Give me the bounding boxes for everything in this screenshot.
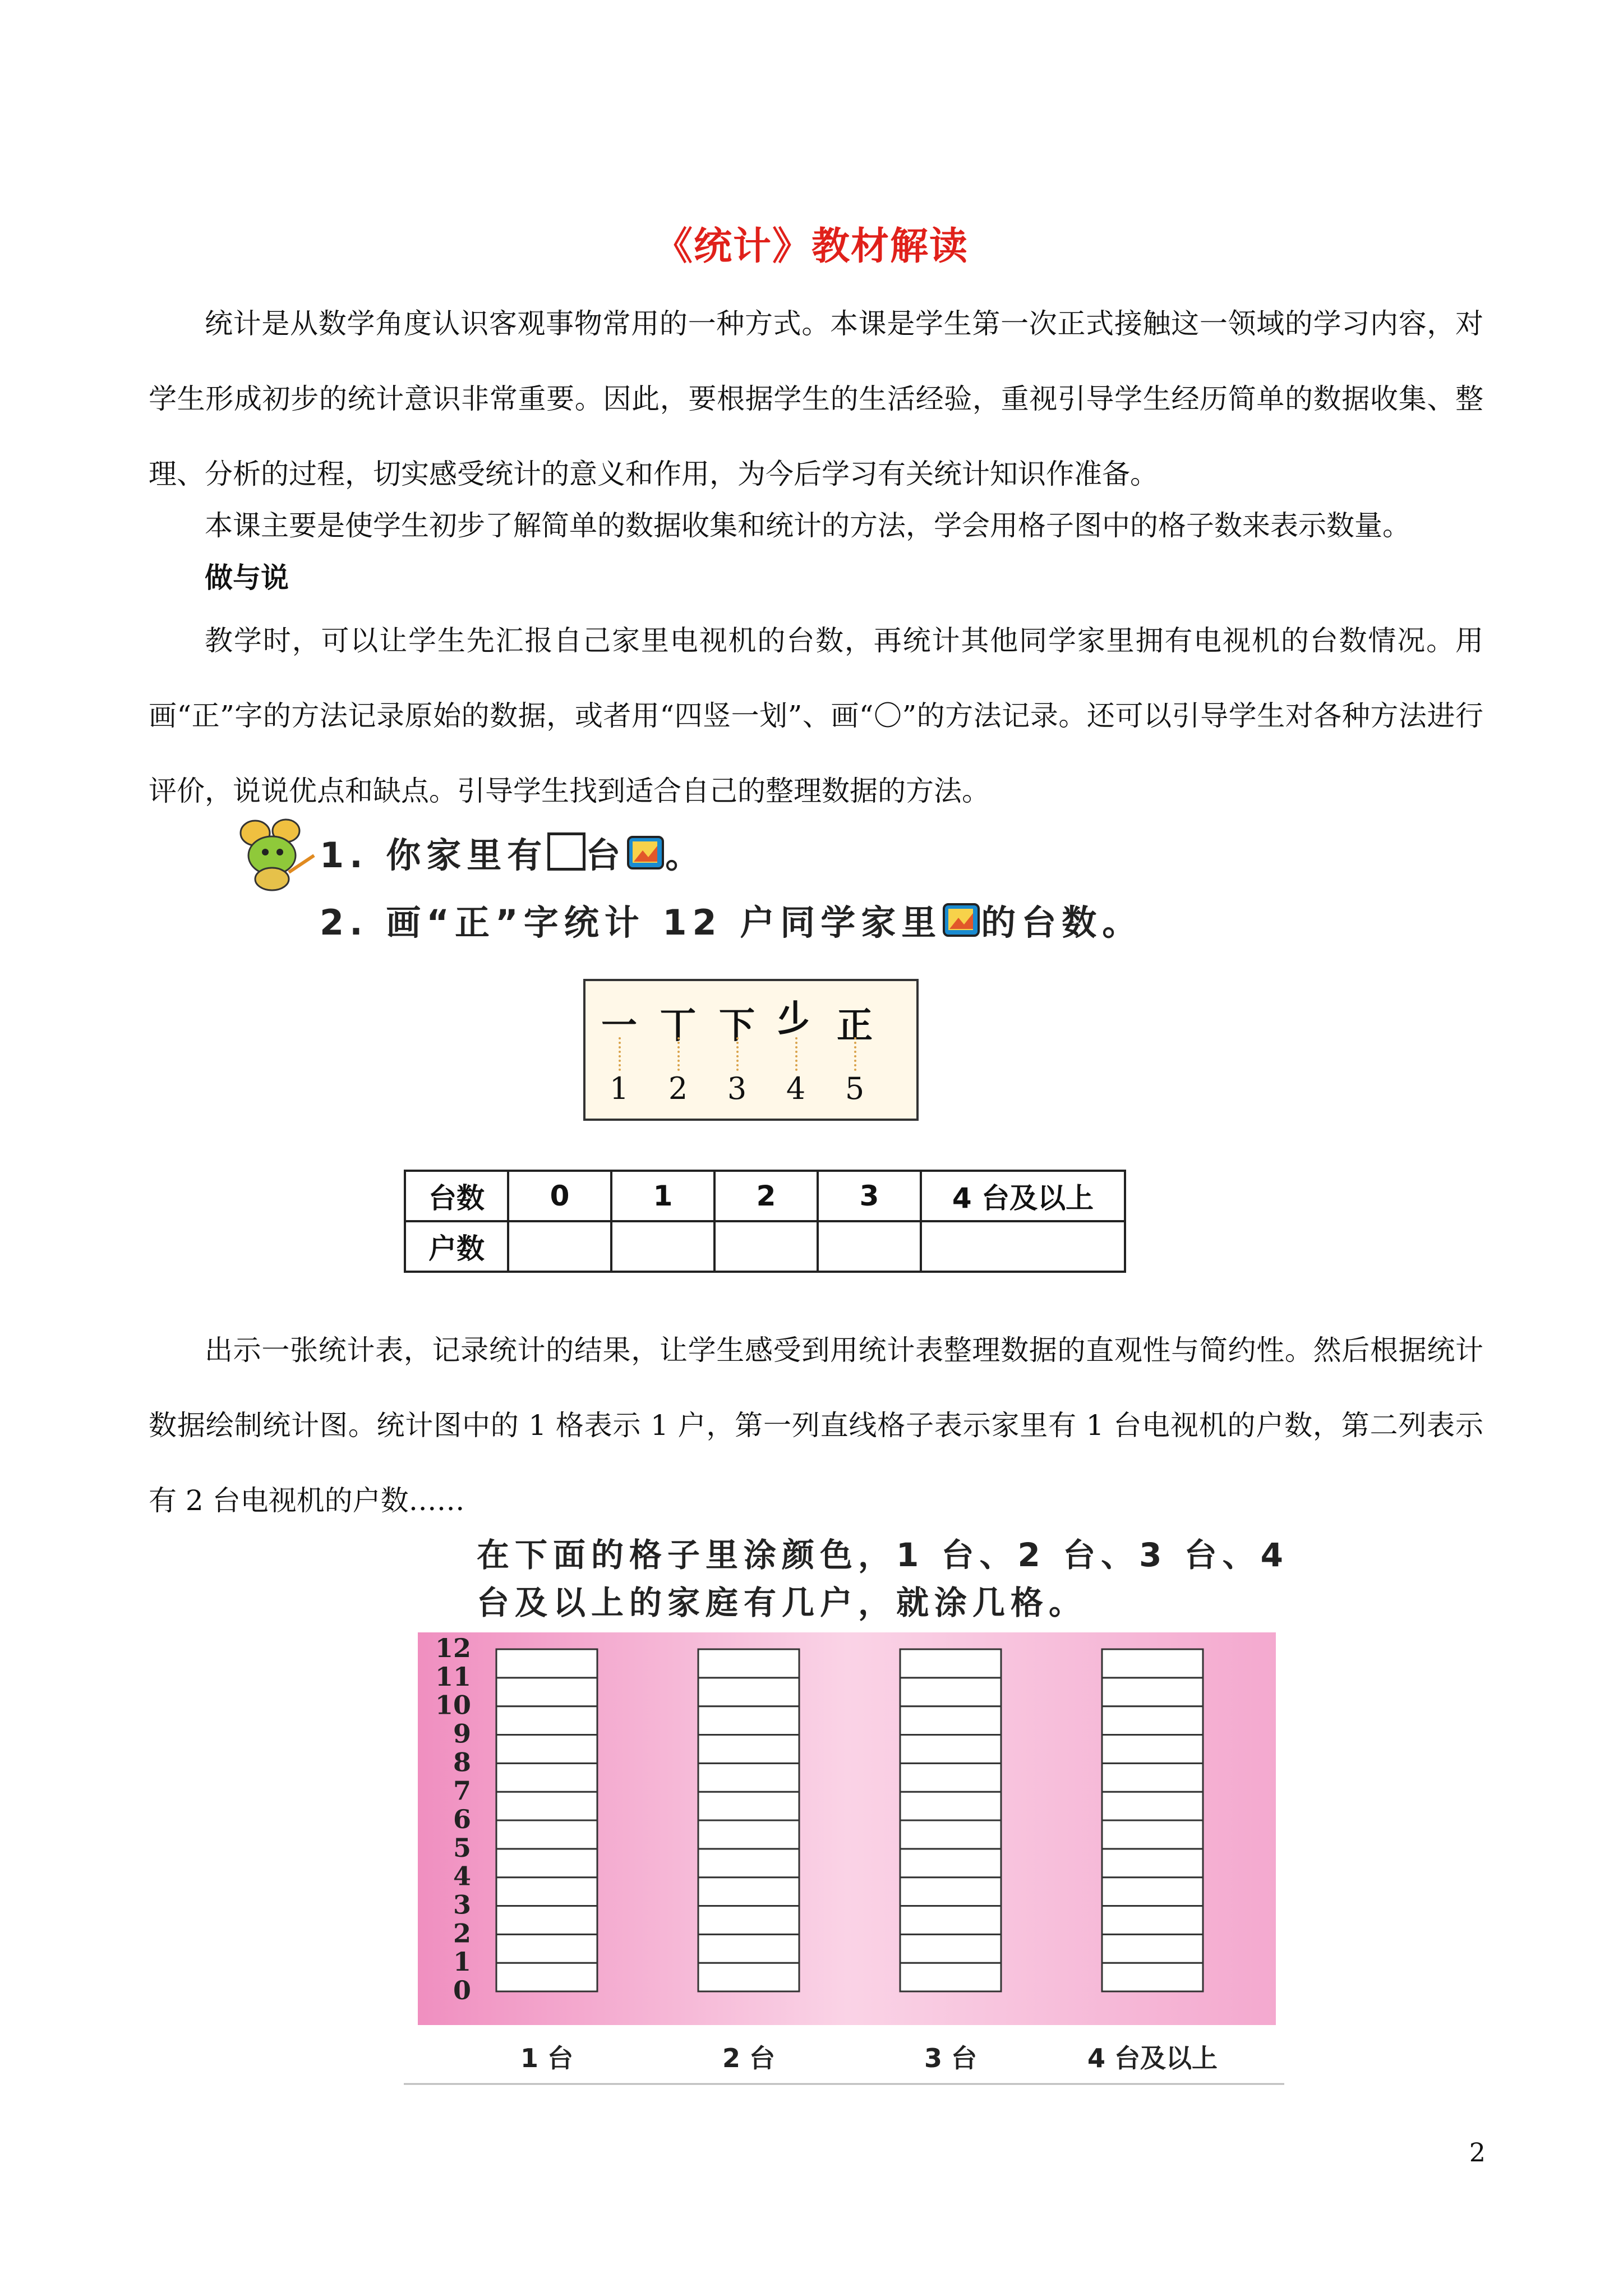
- x-category-label: 3 台: [924, 2043, 978, 2073]
- tv-icon: [942, 901, 981, 940]
- grid-cell[interactable]: [1102, 1963, 1203, 1991]
- grid-cell[interactable]: [1102, 1735, 1203, 1764]
- stroke-1: 一: [601, 1005, 637, 1047]
- grid-cell[interactable]: [900, 1706, 1001, 1735]
- grid-cell[interactable]: [698, 1792, 799, 1820]
- grid-cell[interactable]: [698, 1735, 799, 1764]
- question-1-text: 1. 你家里有: [320, 835, 548, 876]
- grid-cell[interactable]: [1102, 1706, 1203, 1735]
- table-input-cell[interactable]: [714, 1221, 818, 1272]
- chart-instruction-line-1: 在下面的格子里涂颜色，1 台、2 台、3 台、4: [477, 1536, 1289, 1574]
- y-tick-label: 2: [453, 1918, 471, 1949]
- x-category-label: 1 台: [520, 2043, 574, 2073]
- grid-cell[interactable]: [698, 1649, 799, 1678]
- page-title: 《统计》教材解读: [654, 224, 969, 269]
- dotted-guide: [677, 1037, 680, 1071]
- grid-cell[interactable]: [900, 1820, 1001, 1849]
- grid-cell[interactable]: [496, 1763, 597, 1792]
- dotted-guide: [619, 1037, 621, 1071]
- y-tick-label: 9: [453, 1718, 471, 1749]
- table-cell: 3: [818, 1171, 921, 1221]
- section-heading: 做与说: [205, 561, 289, 594]
- grid-cell[interactable]: [698, 1706, 799, 1735]
- table-row: [405, 1171, 1125, 1221]
- stroke-5: 正: [837, 1005, 873, 1047]
- y-tick-label: 0: [453, 1975, 471, 2005]
- page-number: 2: [1469, 2137, 1486, 2168]
- grid-cell[interactable]: [496, 1849, 597, 1878]
- intro-paragraph: 统计是从数学角度认识客观事物常用的一种方式。本课是学生第一次正式接触这一领域的学习内容，对学生形成初步的统计意识非常重要。因此，要根据学生的生活经验，重视引导学生经历简单的数据收集、整理、分析的过程，切实感受统计的意义和作用，为今后学习有关统计知识作准备。: [149, 307, 1483, 490]
- grid-cell[interactable]: [1102, 1820, 1203, 1849]
- grid-cell[interactable]: [496, 1963, 597, 1991]
- table-header-cell: 台数: [405, 1171, 508, 1221]
- grid-cell[interactable]: [496, 1906, 597, 1935]
- y-tick-label: 10: [435, 1690, 471, 1720]
- dotted-guide: [854, 1037, 856, 1071]
- grid-cell[interactable]: [496, 1706, 597, 1735]
- grid-cell[interactable]: [900, 1849, 1001, 1878]
- grid-cell[interactable]: [1102, 1849, 1203, 1878]
- grid-cell[interactable]: [900, 1792, 1001, 1820]
- x-category-label: 2 台: [722, 2043, 776, 2073]
- grid-cell[interactable]: [698, 1820, 799, 1849]
- chart-instruction-line-2: 台及以上的家庭有几户，就涂几格。: [477, 1584, 1087, 1622]
- grid-cell[interactable]: [698, 1963, 799, 1991]
- grid-chart-svg: [401, 1632, 1284, 2087]
- grid-cell[interactable]: [698, 1934, 799, 1963]
- grid-cell[interactable]: [1102, 1649, 1203, 1678]
- y-tick-label: 7: [453, 1775, 471, 1806]
- grid-cell[interactable]: [900, 1934, 1001, 1963]
- grid-cell[interactable]: [900, 1906, 1001, 1935]
- y-tick-label: 1: [453, 1947, 471, 1977]
- grid-cell[interactable]: [496, 1878, 597, 1906]
- y-tick-label: 8: [453, 1747, 471, 1778]
- table-cell: 4 台及以上: [921, 1171, 1125, 1221]
- grid-cell[interactable]: [496, 1934, 597, 1963]
- table-input-cell[interactable]: [818, 1221, 921, 1272]
- question-1-end: 。: [665, 835, 706, 876]
- question-2-text: 2. 画“正”字统计 12 户同学家里: [320, 902, 942, 943]
- grid-cell[interactable]: [900, 1735, 1001, 1764]
- stroke-2: 丅: [660, 1005, 696, 1047]
- grid-cell[interactable]: [698, 1763, 799, 1792]
- grid-cell[interactable]: [698, 1906, 799, 1935]
- grid-cell[interactable]: [496, 1792, 597, 1820]
- grid-chart: [401, 1632, 1284, 2087]
- dotted-guide: [795, 1037, 797, 1071]
- grid-cell[interactable]: [698, 1849, 799, 1878]
- grid-cell[interactable]: [900, 1678, 1001, 1706]
- x-category-label: 4 台及以上: [1087, 2043, 1218, 2073]
- grid-cell[interactable]: [900, 1763, 1001, 1792]
- answer-box[interactable]: [547, 832, 585, 871]
- stroke-3: 下: [719, 1005, 755, 1047]
- dotted-guide: [736, 1037, 739, 1071]
- table-cell: 1: [611, 1171, 714, 1221]
- tv-icon: [626, 834, 665, 873]
- question-2-end: 的台数。: [981, 902, 1143, 943]
- y-tick-label: 12: [435, 1633, 471, 1663]
- question-1-unit: 台: [585, 835, 626, 876]
- grid-cell[interactable]: [1102, 1878, 1203, 1906]
- stroke-number-2: 2: [668, 1071, 688, 1106]
- table-input-cell[interactable]: [611, 1221, 714, 1272]
- goal-paragraph: 本课主要是使学生初步了解简单的数据收集和统计的方法，学会用格子图中的格子数来表示数量。: [205, 509, 1410, 542]
- y-tick-label: 11: [435, 1661, 471, 1692]
- y-tick-label: 4: [453, 1861, 471, 1892]
- grid-cell[interactable]: [496, 1820, 597, 1849]
- chart-paragraph: 出示一张统计表，记录统计的结果，让学生感受到用统计表整理数据的直观性与简约性。然后根据统计数据绘制统计图。统计图中的 1 格表示 1 户，第一列直线格子表示家里有 1 台电视机的户数，第二列表示有 2 台电视机的户数……: [149, 1334, 1483, 1517]
- question-1: [320, 827, 706, 877]
- grid-cell[interactable]: [1102, 1678, 1203, 1706]
- statistics-table: [404, 1170, 1126, 1273]
- stroke-4: 𣥂: [778, 999, 814, 1040]
- grid-cell[interactable]: [1102, 1906, 1203, 1935]
- grid-cell[interactable]: [698, 1678, 799, 1706]
- table-cell: 2: [714, 1171, 818, 1221]
- grid-cell[interactable]: [698, 1878, 799, 1906]
- teaching-paragraph: 教学时，可以让学生先汇报自己家里电视机的台数，再统计其他同学家里拥有电视机的台数情况。用画“正”字的方法记录原始的数据，或者用“四竖一划”、画“〇”的方法记录。还可以引导学生对各种方法进行评价，说说优点和缺点。引导学生找到适合自己的整理数据的方法。: [149, 624, 1483, 807]
- grid-cell[interactable]: [1102, 1934, 1203, 1963]
- table-input-cell[interactable]: [921, 1221, 1125, 1272]
- mascot-mouse: [233, 816, 317, 897]
- grid-cell[interactable]: [1102, 1792, 1203, 1820]
- zheng-stroke-box: [583, 979, 919, 1121]
- stroke-number-4: 4: [786, 1071, 806, 1106]
- stroke-number-1: 1: [609, 1071, 629, 1106]
- grid-cell[interactable]: [900, 1963, 1001, 1991]
- y-tick-label: 6: [453, 1804, 471, 1834]
- grid-cell[interactable]: [496, 1678, 597, 1706]
- grid-cell[interactable]: [496, 1735, 597, 1764]
- stroke-number-5: 5: [845, 1071, 865, 1106]
- table-cell: 0: [508, 1171, 611, 1221]
- grid-cell[interactable]: [1102, 1763, 1203, 1792]
- grid-cell[interactable]: [496, 1649, 597, 1678]
- table-row: [405, 1221, 1125, 1272]
- stroke-number-3: 3: [727, 1071, 747, 1106]
- grid-cell[interactable]: [900, 1878, 1001, 1906]
- question-2: [320, 895, 1142, 945]
- table-input-cell[interactable]: [508, 1221, 611, 1272]
- y-tick-label: 3: [453, 1889, 471, 1920]
- table-header-cell: 户数: [405, 1221, 508, 1272]
- grid-cell[interactable]: [900, 1649, 1001, 1678]
- y-tick-label: 5: [453, 1832, 471, 1863]
